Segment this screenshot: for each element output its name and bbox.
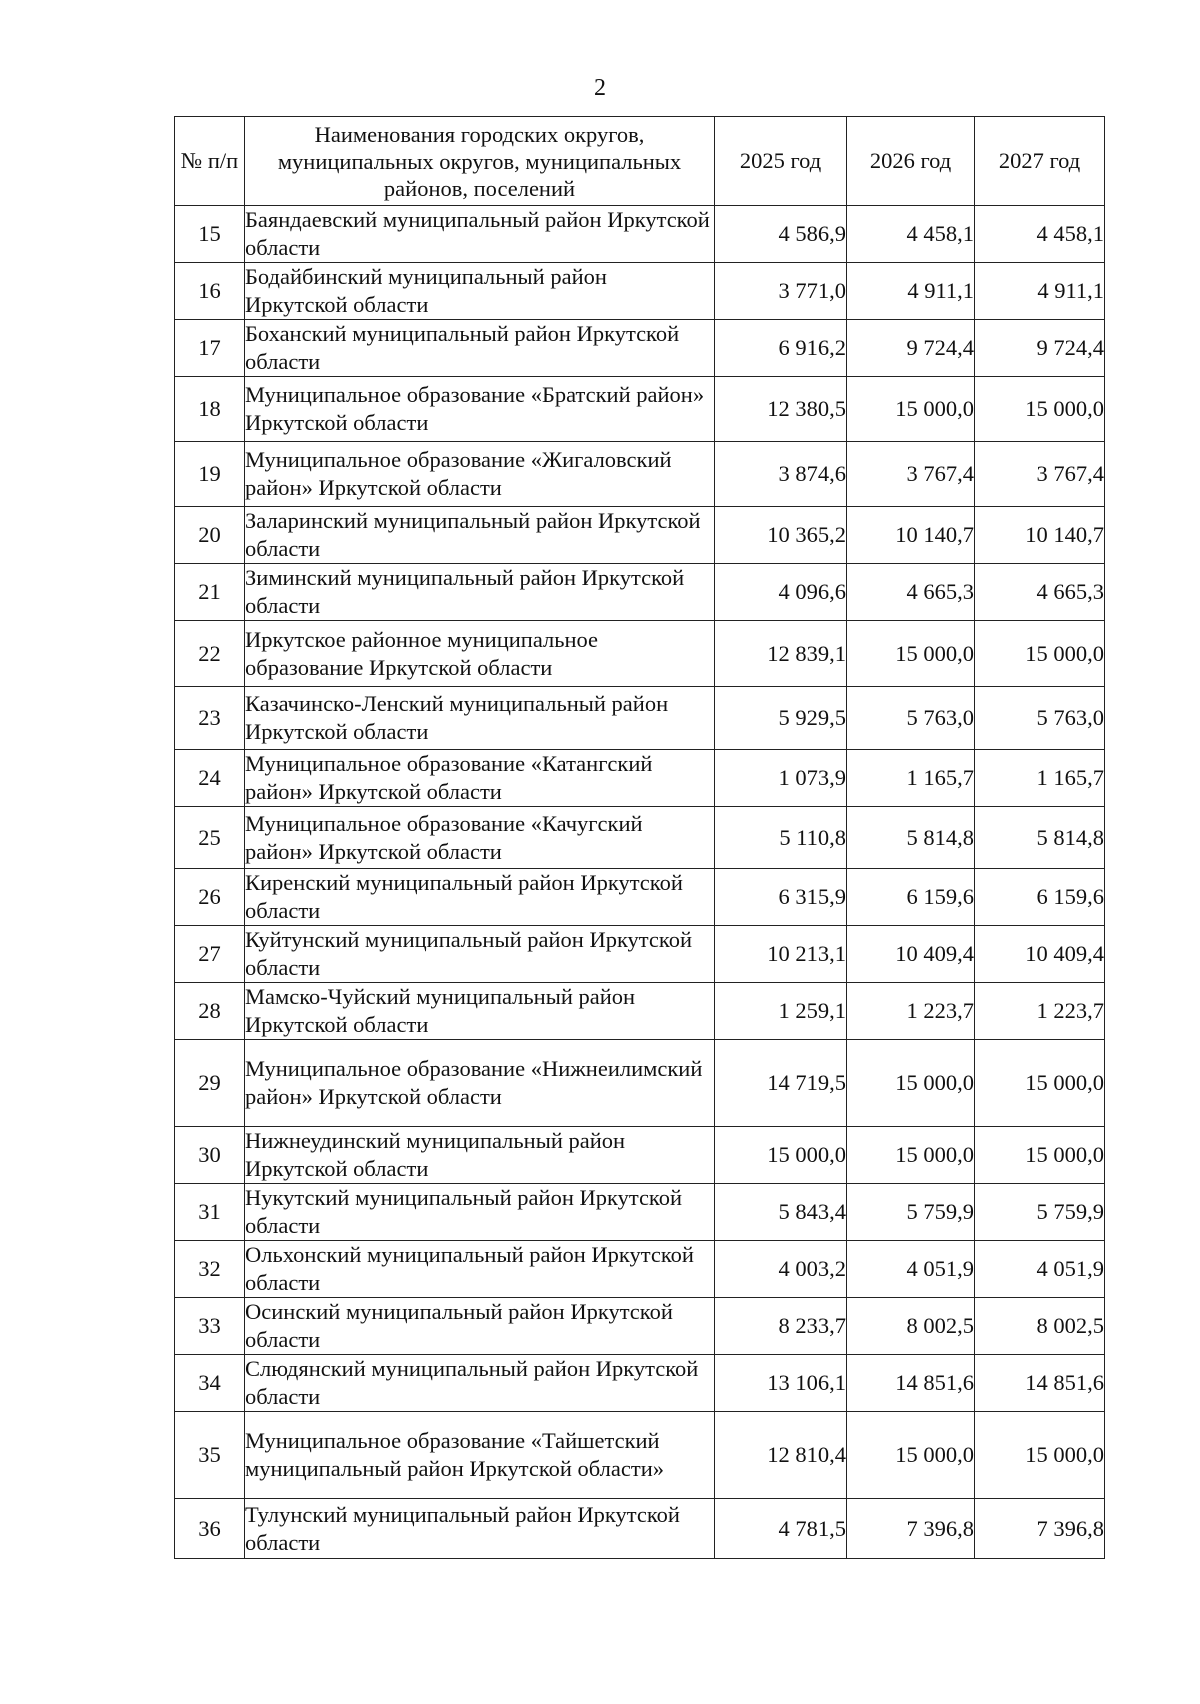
row-value-2025: 4 781,5 xyxy=(715,1499,847,1559)
row-number: 22 xyxy=(175,621,245,687)
row-name: Ольхонский муниципальный район Иркутской области xyxy=(245,1241,715,1298)
row-number: 31 xyxy=(175,1184,245,1241)
page-number: 2 xyxy=(594,75,606,101)
row-number: 17 xyxy=(175,320,245,377)
table-row xyxy=(175,206,1105,263)
row-value-2025: 12 810,4 xyxy=(715,1412,847,1499)
row-value-2026: 5 763,0 xyxy=(847,687,975,750)
row-number: 27 xyxy=(175,926,245,983)
table-row xyxy=(175,320,1105,377)
row-number: 32 xyxy=(175,1241,245,1298)
row-value-2026: 4 051,9 xyxy=(847,1241,975,1298)
row-value-2025: 1 259,1 xyxy=(715,983,847,1040)
row-name: Куйтунский муниципальный район Иркутской области xyxy=(245,926,715,983)
row-value-2027: 5 759,9 xyxy=(975,1184,1105,1241)
row-value-2026: 15 000,0 xyxy=(847,1040,975,1127)
row-value-2027: 9 724,4 xyxy=(975,320,1105,377)
row-value-2025: 4 096,6 xyxy=(715,564,847,621)
row-name: Иркутское районное муниципальное образование Иркутской области xyxy=(245,621,715,687)
row-value-2025: 6 315,9 xyxy=(715,869,847,926)
row-number: 23 xyxy=(175,687,245,750)
row-value-2027: 7 396,8 xyxy=(975,1499,1105,1559)
row-value-2027: 14 851,6 xyxy=(975,1355,1105,1412)
row-value-2027: 5 814,8 xyxy=(975,807,1105,869)
row-value-2027: 15 000,0 xyxy=(975,1412,1105,1499)
row-value-2027: 1 165,7 xyxy=(975,750,1105,807)
row-value-2027: 1 223,7 xyxy=(975,983,1105,1040)
row-number: 33 xyxy=(175,1298,245,1355)
row-number: 34 xyxy=(175,1355,245,1412)
row-number: 28 xyxy=(175,983,245,1040)
subsidy-table xyxy=(174,116,1105,1559)
row-name: Муниципальное образование «Катангский район» Иркутской области xyxy=(245,750,715,807)
row-name: Заларинский муниципальный район Иркутской области xyxy=(245,507,715,564)
row-value-2027: 5 763,0 xyxy=(975,687,1105,750)
row-value-2026: 6 159,6 xyxy=(847,869,975,926)
row-name: Муниципальное образование «Тайшетский муниципальный район Иркутской области» xyxy=(245,1412,715,1499)
table-row xyxy=(175,1412,1105,1499)
table-row xyxy=(175,564,1105,621)
row-value-2026: 7 396,8 xyxy=(847,1499,975,1559)
row-name: Нижнеудинский муниципальный район Иркутской области xyxy=(245,1127,715,1184)
header-year-2025: 2025 год xyxy=(715,117,847,206)
row-value-2026: 15 000,0 xyxy=(847,621,975,687)
table-row xyxy=(175,1184,1105,1241)
row-value-2025: 8 233,7 xyxy=(715,1298,847,1355)
row-value-2025: 10 213,1 xyxy=(715,926,847,983)
row-number: 16 xyxy=(175,263,245,320)
row-value-2026: 9 724,4 xyxy=(847,320,975,377)
row-value-2026: 15 000,0 xyxy=(847,377,975,442)
row-value-2026: 10 409,4 xyxy=(847,926,975,983)
row-value-2027: 15 000,0 xyxy=(975,1040,1105,1127)
row-value-2025: 3 771,0 xyxy=(715,263,847,320)
row-number: 21 xyxy=(175,564,245,621)
row-number: 30 xyxy=(175,1127,245,1184)
row-number: 36 xyxy=(175,1499,245,1559)
row-value-2027: 4 665,3 xyxy=(975,564,1105,621)
row-value-2025: 4 003,2 xyxy=(715,1241,847,1298)
row-number: 26 xyxy=(175,869,245,926)
table-row xyxy=(175,1298,1105,1355)
row-name: Муниципальное образование «Братский район» Иркутской области xyxy=(245,377,715,442)
row-name: Муниципальное образование «Качугский район» Иркутской области xyxy=(245,807,715,869)
row-name: Слюдянский муниципальный район Иркутской области xyxy=(245,1355,715,1412)
header-row xyxy=(175,117,1105,206)
row-number: 29 xyxy=(175,1040,245,1127)
table-row xyxy=(175,1241,1105,1298)
row-value-2025: 5 929,5 xyxy=(715,687,847,750)
table-row xyxy=(175,377,1105,442)
table-row xyxy=(175,507,1105,564)
table-header xyxy=(175,117,1105,206)
row-number: 18 xyxy=(175,377,245,442)
table-row xyxy=(175,1040,1105,1127)
row-value-2026: 1 223,7 xyxy=(847,983,975,1040)
row-name: Бодайбинский муниципальный район Иркутской области xyxy=(245,263,715,320)
table-row xyxy=(175,1499,1105,1559)
row-value-2026: 4 665,3 xyxy=(847,564,975,621)
row-value-2025: 5 843,4 xyxy=(715,1184,847,1241)
row-number: 35 xyxy=(175,1412,245,1499)
row-name: Осинский муниципальный район Иркутской области xyxy=(245,1298,715,1355)
row-number: 24 xyxy=(175,750,245,807)
row-name: Нукутский муниципальный район Иркутской области xyxy=(245,1184,715,1241)
row-number: 15 xyxy=(175,206,245,263)
row-value-2027: 10 409,4 xyxy=(975,926,1105,983)
row-value-2026: 15 000,0 xyxy=(847,1412,975,1499)
row-name: Зиминский муниципальный район Иркутской области xyxy=(245,564,715,621)
table-body xyxy=(175,206,1105,1559)
table-row xyxy=(175,1355,1105,1412)
row-value-2027: 4 911,1 xyxy=(975,263,1105,320)
row-value-2025: 4 586,9 xyxy=(715,206,847,263)
row-value-2027: 15 000,0 xyxy=(975,621,1105,687)
row-value-2025: 5 110,8 xyxy=(715,807,847,869)
row-value-2025: 12 839,1 xyxy=(715,621,847,687)
row-name: Тулунский муниципальный район Иркутской области xyxy=(245,1499,715,1559)
row-value-2026: 5 814,8 xyxy=(847,807,975,869)
table-row xyxy=(175,750,1105,807)
row-value-2026: 10 140,7 xyxy=(847,507,975,564)
table-row xyxy=(175,263,1105,320)
row-value-2026: 14 851,6 xyxy=(847,1355,975,1412)
row-name: Мамско-Чуйский муниципальный район Иркутской области xyxy=(245,983,715,1040)
row-value-2025: 14 719,5 xyxy=(715,1040,847,1127)
row-name: Киренский муниципальный район Иркутской области xyxy=(245,869,715,926)
row-value-2027: 10 140,7 xyxy=(975,507,1105,564)
row-value-2025: 13 106,1 xyxy=(715,1355,847,1412)
row-value-2025: 10 365,2 xyxy=(715,507,847,564)
row-value-2027: 4 458,1 xyxy=(975,206,1105,263)
header-year-2027: 2027 год xyxy=(975,117,1105,206)
row-value-2027: 15 000,0 xyxy=(975,377,1105,442)
row-value-2026: 1 165,7 xyxy=(847,750,975,807)
row-value-2025: 12 380,5 xyxy=(715,377,847,442)
row-name: Баяндаевский муниципальный район Иркутской области xyxy=(245,206,715,263)
row-number: 19 xyxy=(175,442,245,507)
row-name: Муниципальное образование «Нижнеилимский район» Иркутской области xyxy=(245,1040,715,1127)
table-row xyxy=(175,807,1105,869)
row-name: Казачинско-Ленский муниципальный район Иркутской области xyxy=(245,687,715,750)
header-year-2026: 2026 год xyxy=(847,117,975,206)
row-value-2025: 6 916,2 xyxy=(715,320,847,377)
row-value-2026: 5 759,9 xyxy=(847,1184,975,1241)
table-row xyxy=(175,869,1105,926)
header-name: Наименования городских округов, муниципальных округов, муниципальных районов, поселений xyxy=(245,117,715,206)
header-number: № п/п xyxy=(175,117,245,206)
row-value-2026: 15 000,0 xyxy=(847,1127,975,1184)
row-value-2027: 6 159,6 xyxy=(975,869,1105,926)
row-value-2025: 15 000,0 xyxy=(715,1127,847,1184)
row-name: Муниципальное образование «Жигаловский район» Иркутской области xyxy=(245,442,715,507)
row-name: Боханский муниципальный район Иркутской области xyxy=(245,320,715,377)
table-row xyxy=(175,621,1105,687)
row-number: 25 xyxy=(175,807,245,869)
table-row xyxy=(175,687,1105,750)
row-value-2025: 1 073,9 xyxy=(715,750,847,807)
table-row xyxy=(175,983,1105,1040)
row-number: 20 xyxy=(175,507,245,564)
table-row xyxy=(175,442,1105,507)
row-value-2027: 8 002,5 xyxy=(975,1298,1105,1355)
row-value-2026: 4 911,1 xyxy=(847,263,975,320)
row-value-2026: 4 458,1 xyxy=(847,206,975,263)
row-value-2027: 3 767,4 xyxy=(975,442,1105,507)
row-value-2026: 8 002,5 xyxy=(847,1298,975,1355)
row-value-2025: 3 874,6 xyxy=(715,442,847,507)
row-value-2027: 4 051,9 xyxy=(975,1241,1105,1298)
row-value-2027: 15 000,0 xyxy=(975,1127,1105,1184)
table-row xyxy=(175,926,1105,983)
row-value-2026: 3 767,4 xyxy=(847,442,975,507)
table-row xyxy=(175,1127,1105,1184)
